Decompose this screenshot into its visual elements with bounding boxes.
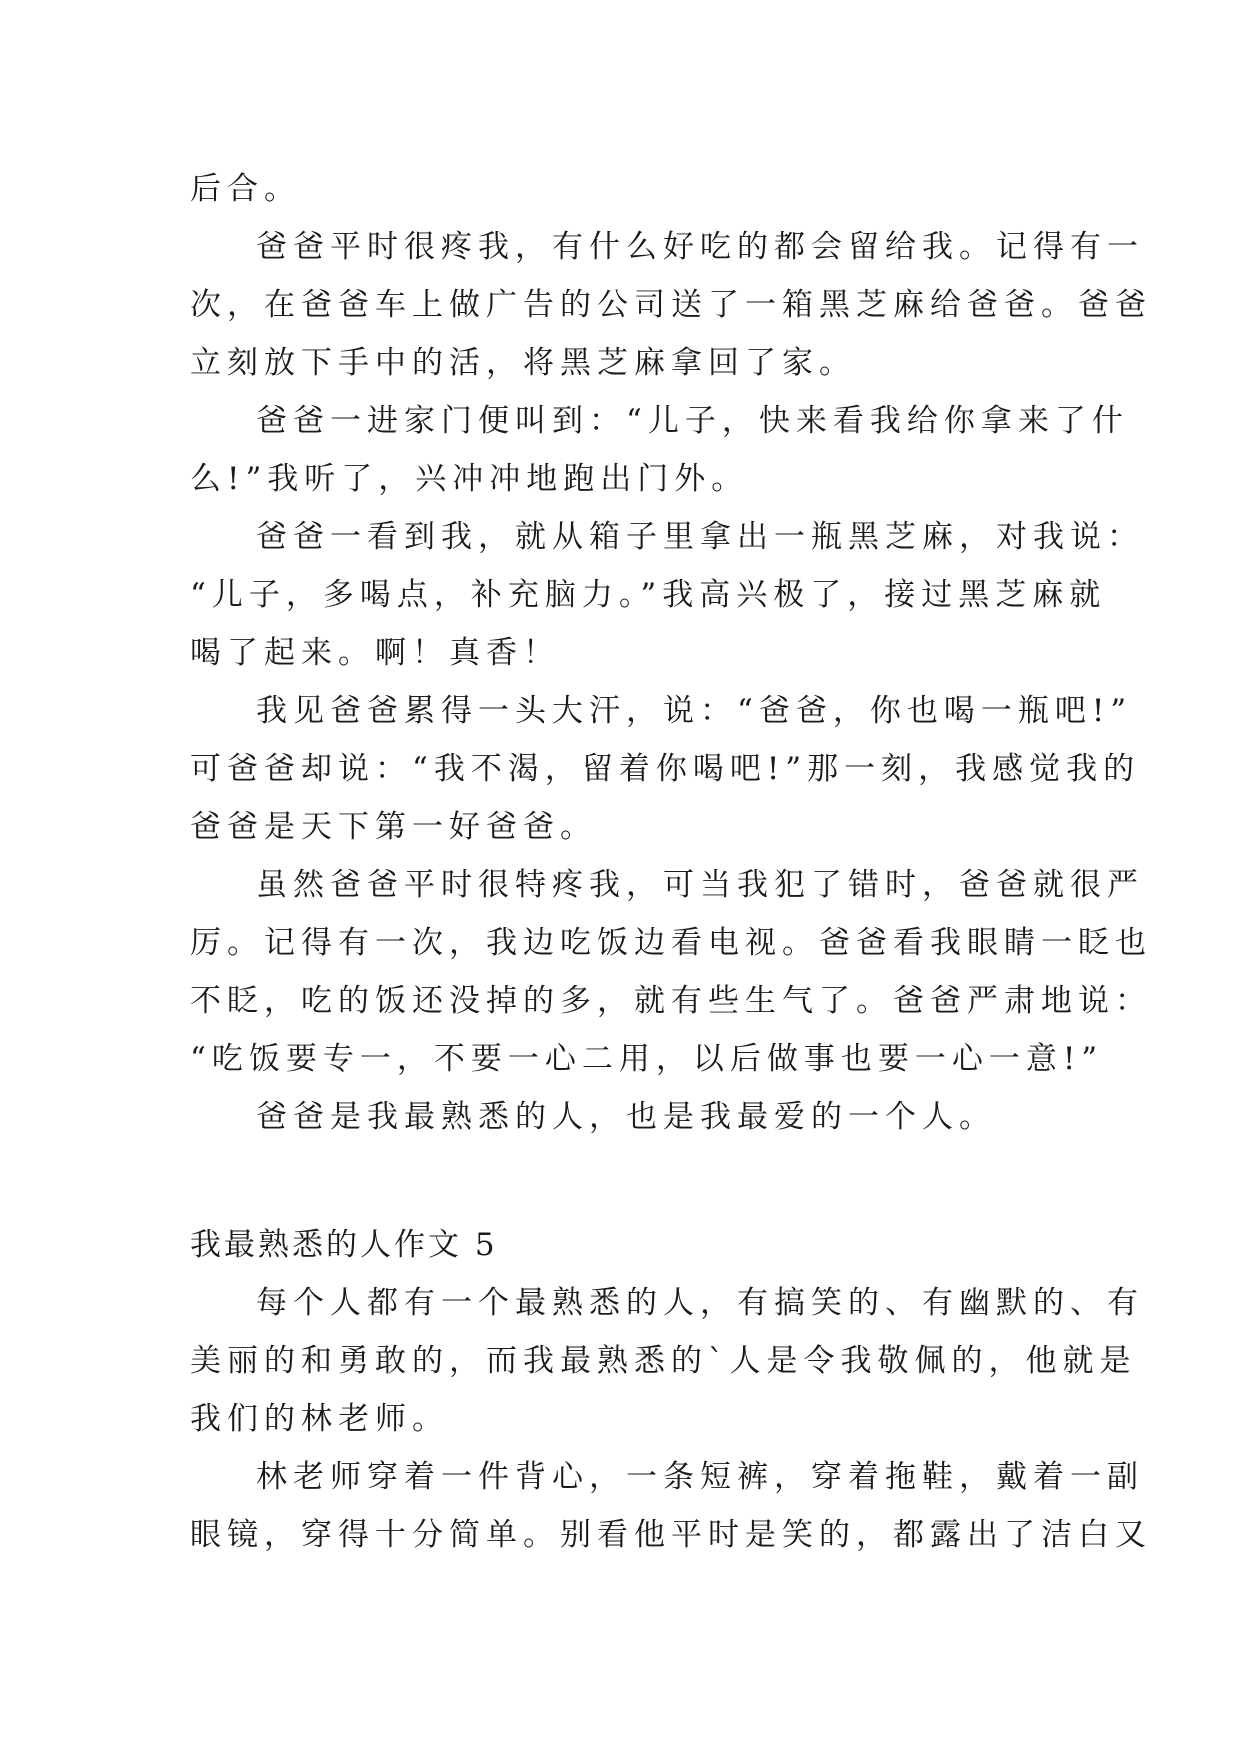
paragraph-line: 不眨，吃的饭还没掉的多，就有些生气了。爸爸严肃地说：: [190, 983, 1152, 1019]
paragraph: [190, 1274, 1144, 1448]
paragraph-line: 爸爸一看到我，就从箱子里拿出一瓶黑芝麻，对我说：: [256, 519, 1144, 555]
paragraph: [190, 508, 1144, 682]
paragraph: [190, 1448, 1152, 1564]
paragraph-line: 喝了起来。啊！真香！: [190, 635, 560, 671]
paragraph-line: 么!”我听了，兴冲冲地跑出门外。: [190, 461, 749, 497]
paragraph-line: 爸爸是天下第一好爸爸。: [190, 809, 597, 845]
paragraph-line: 爸爸平时很疼我，有什么好吃的都会留给我。记得有一: [256, 229, 1144, 265]
section-heading: 我最熟悉的人作文 5: [190, 1227, 498, 1263]
paragraph-line: 后合。: [190, 171, 301, 207]
paragraph-line: 次，在爸爸车上做广告的公司送了一箱黑芝麻给爸爸。爸爸: [190, 287, 1152, 323]
paragraph: [190, 856, 1152, 1088]
paragraph-line: 爸爸是我最熟悉的人，也是我最爱的一个人。: [256, 1099, 996, 1135]
paragraph-line: 每个人都有一个最熟悉的人，有搞笑的、有幽默的、有: [256, 1285, 1144, 1321]
paragraph-line: “吃饭要专一，不要一心二用，以后做事也要一心一意!”: [190, 1041, 1104, 1077]
paragraph-line: 立刻放下手中的活，将黑芝麻拿回了家。: [190, 345, 856, 381]
paragraph-line: 虽然爸爸平时很特疼我，可当我犯了错时，爸爸就很严: [256, 867, 1144, 903]
paragraph-line: 我见爸爸累得一头大汗，说：“爸爸，你也喝一瓶吧!”: [256, 693, 1133, 729]
paragraph-line: 爸爸一进家门便叫到：“儿子，快来看我给你拿来了什: [256, 403, 1129, 439]
paragraph-line: 美丽的和勇敢的，而我最熟悉的`人是令我敬佩的，他就是: [190, 1343, 1137, 1379]
paragraph: [190, 392, 1129, 508]
paragraph-line: 厉。记得有一次，我边吃饭边看电视。爸爸看我眼睛一眨也: [190, 925, 1152, 961]
paragraph: [190, 682, 1141, 856]
paragraph: [190, 218, 1152, 392]
document-page: [190, 160, 1152, 1564]
section-spacer: [190, 1146, 1052, 1216]
paragraph-line: 可爸爸却说：“我不渴，留着你喝吧!”那一刻，我感觉我的: [190, 751, 1141, 787]
paragraph-line: 林老师穿着一件背心，一条短裤，穿着拖鞋，戴着一副: [256, 1459, 1144, 1495]
paragraph-line: 我们的林老师。: [190, 1401, 449, 1437]
paragraph-line: “儿子，多喝点，补充脑力。”我高兴极了，接过黑芝麻就: [190, 577, 1107, 613]
paragraph: [190, 1088, 1052, 1146]
paragraph-line: 眼镜，穿得十分简单。别看他平时是笑的，都露出了洁白又: [190, 1517, 1152, 1553]
